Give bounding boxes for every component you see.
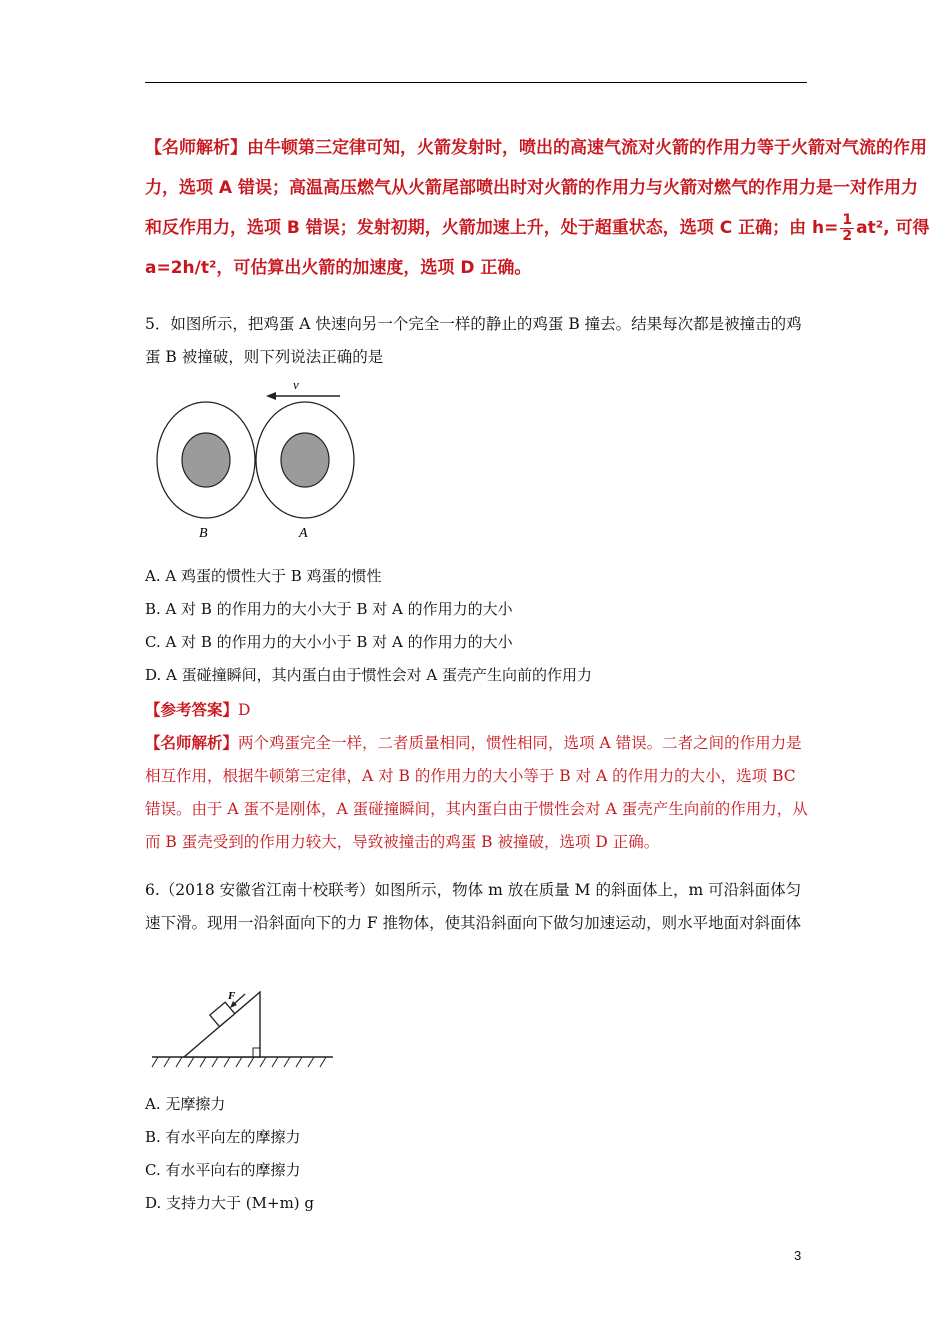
- ground-hatch: [152, 1057, 326, 1067]
- force-label: F: [228, 990, 236, 1002]
- q5-option-b: B. A 对 B 的作用力的大小大于 B 对 A 的作用力的大小: [145, 600, 513, 618]
- page-number: 3: [794, 1248, 802, 1263]
- q5-option-c: C. A 对 B 的作用力的大小小于 B 对 A 的作用力的大小: [145, 633, 513, 651]
- q6-incline-figure: [150, 990, 350, 1080]
- velocity-label: v: [293, 377, 299, 392]
- q5-option-a: A. A 鸡蛋的惯性大于 B 鸡蛋的惯性: [145, 567, 382, 585]
- q5-analysis: [145, 726, 810, 859]
- q5-option-d: D. A 蛋碰撞瞬间，其内蛋白由于惯性会对 A 蛋壳产生向前的作用力: [145, 666, 592, 684]
- answer-value: D: [238, 701, 251, 719]
- egg-a-yolk: [281, 433, 329, 487]
- force-arrow: [234, 994, 245, 1004]
- q5-egg-figure: [150, 375, 360, 545]
- header-rule: [145, 82, 807, 83]
- fraction-half: [840, 213, 854, 244]
- analysis-prev: [145, 128, 930, 288]
- egg-b-label: B: [199, 526, 208, 541]
- analysis-text-a: 由牛顿第三定律可知，火箭发射时，喷出的高速气流对火箭的作用力等于火箭对气流的作用力，选项 A 错误；高温高压燃气从火箭尾部喷出时对火箭的作用力与火箭对燃气的作用力是一对作用力和反作用力，选项 B 错误；发射初期，火箭加速上升，处于超重状态，选项 C 正确；由 h=: [145, 138, 927, 238]
- q6-option-d: D. 支持力大于 (M+m) g: [145, 1194, 315, 1212]
- answer-tag: 【参考答案】: [145, 700, 239, 719]
- q5-stem: 5．如图所示，把鸡蛋 A 快速向另一个完全一样的静止的鸡蛋 B 撞去。结果每次都是被撞击的鸡蛋 B 被撞破，则下列说法正确的是: [145, 315, 802, 366]
- q5-answer: [145, 693, 810, 727]
- egg-b-yolk: [182, 433, 230, 487]
- fraction-numerator: 1: [842, 211, 853, 228]
- q6-option-c: C. 有水平向右的摩擦力: [145, 1161, 301, 1179]
- arrow-head-icon: [266, 392, 276, 400]
- analysis-tag: 【名师解析】: [145, 138, 247, 158]
- q6-option-b: B. 有水平向左的摩擦力: [145, 1128, 301, 1146]
- q6-stem: 6.（2018 安徽省江南十校联考）如图所示，物体 m 放在质量 M 的斜面体上，m 可沿斜面体匀速下滑。现用一沿斜面向下的力 F 推物体，使其沿斜面向下做匀加速运动，则水平地面对斜面体: [145, 881, 802, 932]
- analysis-tag: 【名师解析】: [145, 733, 239, 752]
- fraction-denominator: 2: [842, 227, 853, 244]
- q6-option-a: A. 无摩擦力: [145, 1095, 226, 1113]
- analysis-text-b: at², 可得 a=2h/t²，可估算出火箭的加速度，选项 D 正确。: [145, 218, 930, 278]
- egg-a-label: A: [299, 526, 308, 541]
- analysis-text: 两个鸡蛋完全一样，二者质量相同，惯性相同，选项 A 错误。二者之间的作用力是相互作用，根据牛顿第三定律，A 对 B 的作用力的大小等于 B 对 A 的作用力的大小，选项 BC 错误。由于 A 蛋不是刚体，A 蛋碰撞瞬间，其内蛋白由于惯性会对 A 蛋壳产生向前的作用力，从而 B 蛋壳受到的作用力较大，导致被撞击的鸡蛋 B 被撞破，选项 D 正确。: [145, 734, 808, 851]
